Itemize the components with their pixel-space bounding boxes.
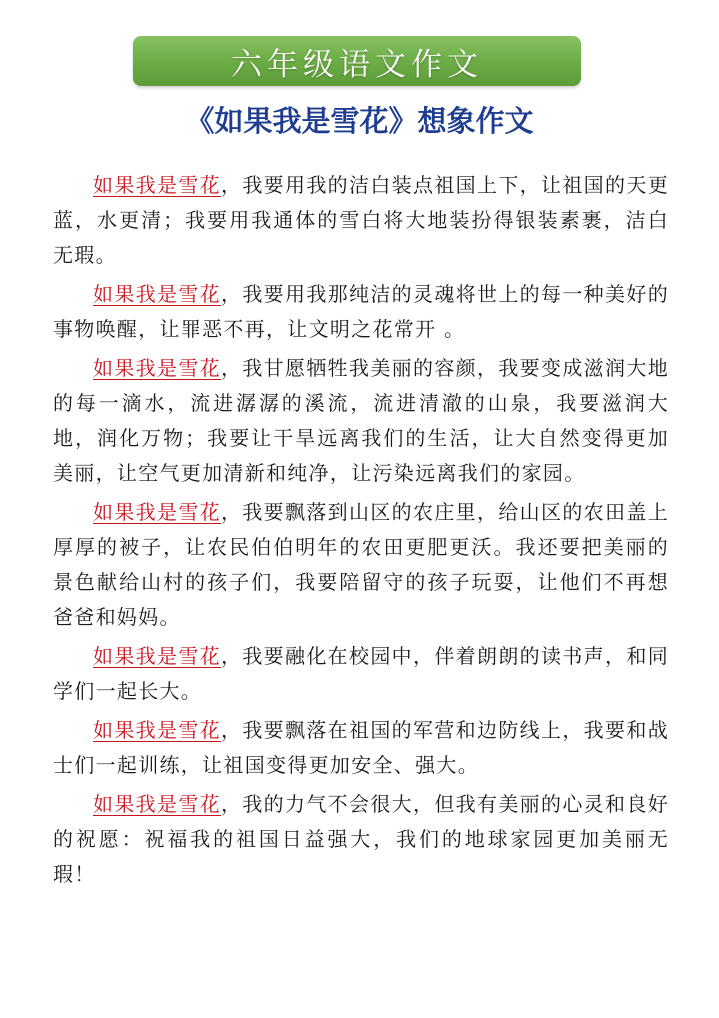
paragraph <box>53 168 669 273</box>
paragraph-lead: 如果我是雪花 <box>93 718 222 742</box>
paragraph-lead: 如果我是雪花 <box>93 644 222 668</box>
paragraph-text: ，我要飘落在祖国的军营和边防线上，我要和战士们一起训练，让祖国变得更加安全、强大。 <box>53 718 669 777</box>
paragraph-lead: 如果我是雪花 <box>93 173 222 197</box>
paragraph <box>53 277 669 347</box>
paragraph-text: ，我要用我那纯洁的灵魂将世上的每一种美好的事物唤醒，让罪恶不再，让文明之花常开 。 <box>53 282 669 341</box>
paragraph-text: ，我要融化在校园中，伴着朗朗的读书声，和同学们一起长大。 <box>53 644 669 703</box>
paragraph-text: ，我要飘落到山区的农庄里，给山区的农田盖上厚厚的被子，让农民伯伯明年的农田更肥更沃。我还要把美丽的景色献给山村的孩子们，我要陪留守的孩子玩耍，让他们不再想爸爸和妈妈。 <box>53 500 669 629</box>
paragraph-text: ，我的力气不会很大，但我有美丽的心灵和良好的祝愿：祝福我的祖国日益强大，我们的地球家园更加美丽无瑕！ <box>53 792 669 886</box>
paragraph-lead: 如果我是雪花 <box>93 356 222 380</box>
essay-body <box>53 168 669 896</box>
paragraph <box>53 787 669 892</box>
essay-title: 《如果我是雪花》想象作文 <box>185 104 534 138</box>
paragraph <box>53 639 669 709</box>
paragraph-lead: 如果我是雪花 <box>93 500 222 524</box>
paragraph-text: ，我甘愿牺牲我美丽的容颜，我要变成滋润大地的每一滴水，流进潺潺的溪流，流进清澈的山泉，我要滋润大地，润化万物；我要让干旱远离我们的生活，让大自然变得更加美丽，让空气更加清新和纯净，让污染远离我们的家园。 <box>53 356 669 485</box>
paragraph-lead: 如果我是雪花 <box>93 792 222 816</box>
paragraph <box>53 713 669 783</box>
paragraph-text: ，我要用我的洁白装点祖国上下，让祖国的天更蓝，水更清；我要用我通体的雪白将大地装扮得银装素裹，洁白无瑕。 <box>53 173 669 267</box>
title-banner <box>133 36 581 86</box>
paragraph-lead: 如果我是雪花 <box>93 282 222 306</box>
paragraph <box>53 351 669 491</box>
paragraph <box>53 495 669 635</box>
banner-title: 六年级语文作文 <box>231 46 483 83</box>
